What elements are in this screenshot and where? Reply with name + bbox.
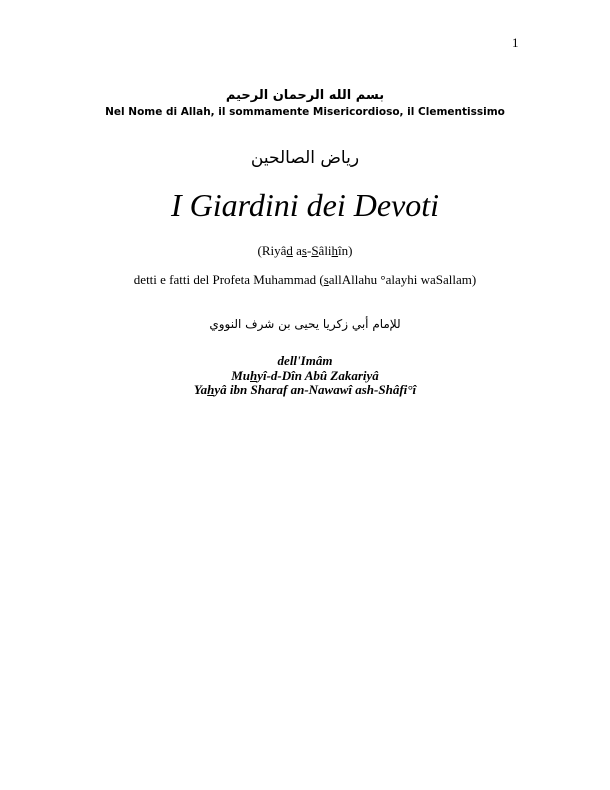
transliteration-part: -	[306, 243, 312, 258]
author-name-line: Muhyî-d-Dîn Abû Zakariyâ	[231, 367, 379, 383]
author-title: dell'Imâm	[277, 353, 333, 368]
title-arabic: رياض الصالحين	[250, 148, 360, 168]
transliteration-part: âli	[318, 243, 332, 258]
transliteration-underlined: s	[301, 243, 307, 258]
description-underlined: s	[323, 272, 329, 287]
title-italian: I Giardini dei Devoti	[170, 187, 440, 223]
bismillah-italian: Nel Nome di Allah, il sommamente Misericordioso, il Clementissimo	[105, 106, 505, 118]
transliteration-part: (Riyâ	[257, 243, 287, 258]
transliteration	[0, 243, 610, 259]
transliteration-part: a	[292, 243, 302, 258]
author-name-underlined: h	[207, 382, 215, 397]
transliteration-underlined: S	[311, 243, 319, 258]
author-name-line: Yahyâ ibn Sharaf an-Nawawî ash-Shâfi°î	[193, 382, 417, 397]
description-part: allAllahu °alayhi waSallam)	[328, 272, 477, 287]
bismillah-arabic: بسم الله الرحمان الرحيم	[225, 88, 385, 103]
description-part: detti e fatti del Profeta Muhammad (	[133, 272, 324, 287]
transliteration-underlined: h	[331, 243, 339, 258]
author-arabic: للإمام أبي زكريا يحيى بن شرف النووي	[209, 317, 401, 331]
description	[0, 272, 610, 288]
author-block	[0, 354, 610, 398]
author-name-underlined: h	[249, 367, 258, 383]
page-number: 1	[512, 35, 519, 50]
transliteration-underlined: d	[286, 243, 293, 258]
transliteration-part: în)	[338, 243, 353, 258]
